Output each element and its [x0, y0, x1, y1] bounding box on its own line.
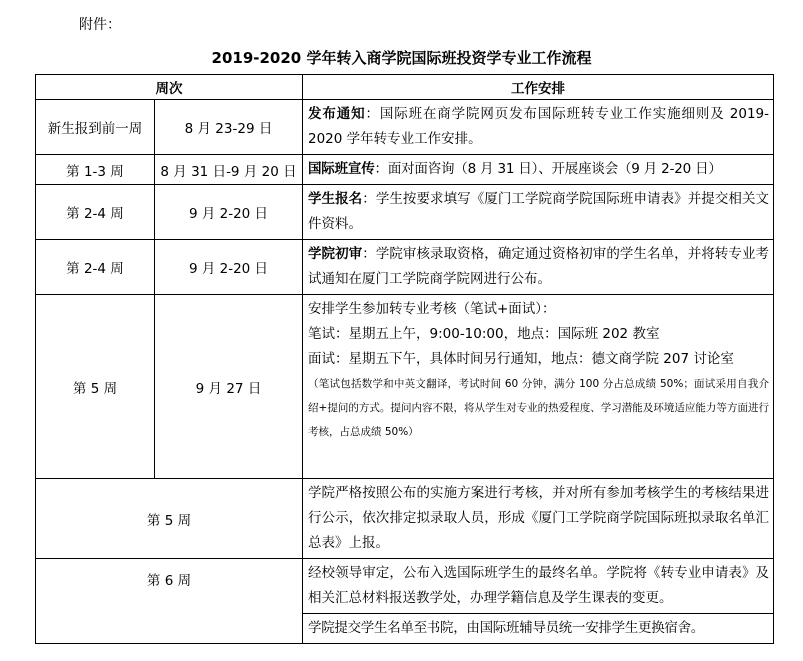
work-text: 国际班在商学院网页发布国际班转专业工作实施细则及 2019-2020 学年转专业工作安排。 — [308, 106, 770, 147]
week-cell: 第 6 周 — [36, 559, 303, 644]
header-week: 周次 — [36, 75, 303, 100]
week-cell: 第 5 周 — [36, 479, 303, 559]
work-cell: 经校领导审定，公布入选国际班学生的最终名单。学院将《转专业申请表》及相关汇总材料报送教学处，办理学籍信息及学生课表的变更。 — [303, 559, 774, 614]
date-cell: 8 月 23-29 日 — [155, 100, 303, 155]
work-cell: 学院严格按照公布的实施方案进行考核，并对所有参加考核学生的考核结果进行公示，依次排定拟录取人员，形成《厦门工学院商学院国际班拟录取名单汇总表》上报。 — [303, 479, 774, 559]
work-text: 面对面咨询（8 月 31 日）、开展座谈会（9 月 2-20 日） — [387, 161, 722, 177]
interview-info: 面试：星期五下午，具体时间另行通知，地点：德文商学院 207 讨论室 — [308, 351, 734, 367]
exam-note: （笔试包括数学和中英文翻译，考试时间 60 分钟，满分 100 分占总成绩 50%；面试采用自我介绍+提问的方式。提问内容不限，将从学生对专业的热爱程度、学习潜能及环境适应能力等方面进行考核，占总成绩 50%） — [308, 378, 769, 438]
written-exam-info: 笔试：星期五上午，9:00-10:00，地点：国际班 202 教室 — [308, 326, 660, 342]
document-title: 2019-2020 学年转入商学院国际班投资学专业工作流程 — [211, 49, 592, 67]
work-sep: ： — [374, 161, 388, 177]
table-header-row — [36, 75, 774, 100]
work-lead: 学院初审 — [308, 246, 363, 262]
work-sep: ： — [362, 246, 376, 262]
work-sep: ： — [365, 106, 380, 122]
date-cell: 9 月 2-20 日 — [155, 185, 303, 240]
work-sep: ： — [362, 191, 376, 207]
exam-intro: 安排学生参加转专业考核（笔试+面试）： — [308, 301, 556, 317]
week-cell: 第 5 周 — [36, 295, 155, 479]
work-cell — [303, 185, 774, 240]
work-cell — [303, 100, 774, 155]
workflow-table — [35, 74, 774, 644]
work-cell: 学院提交学生名单至书院，由国际班辅导员统一安排学生更换宿舍。 — [303, 614, 774, 644]
work-lead: 发布通知 — [308, 106, 366, 122]
table-row — [36, 295, 774, 479]
header-work: 工作安排 — [303, 75, 774, 100]
work-cell — [303, 295, 774, 479]
work-lead: 国际班宣传 — [308, 161, 375, 177]
attachment-label: 附件： — [79, 17, 121, 33]
week-cell: 新生报到前一周 — [36, 100, 155, 155]
table-row — [36, 559, 774, 614]
table-row — [36, 240, 774, 295]
work-cell — [303, 240, 774, 295]
table-row — [36, 155, 774, 185]
table-row — [36, 479, 774, 559]
date-cell: 8 月 31 日-9 月 20 日 — [155, 155, 303, 185]
work-text: 学生按要求填写《厦门工学院商学院国际班申请表》并提交相关文件资料。 — [308, 191, 770, 232]
week-cell: 第 2-4 周 — [36, 240, 155, 295]
work-cell — [303, 155, 774, 185]
table-row — [36, 100, 774, 155]
work-text: 学院审核录取资格，确定通过资格初审的学生名单，并将转专业考试通知在厦门工学院商学院网进行公布。 — [308, 246, 770, 287]
week-cell: 第 1-3 周 — [36, 155, 155, 185]
date-cell: 9 月 27 日 — [155, 295, 303, 479]
table-row — [36, 185, 774, 240]
week-cell: 第 2-4 周 — [36, 185, 155, 240]
date-cell: 9 月 2-20 日 — [155, 240, 303, 295]
work-lead: 学生报名 — [308, 191, 363, 207]
